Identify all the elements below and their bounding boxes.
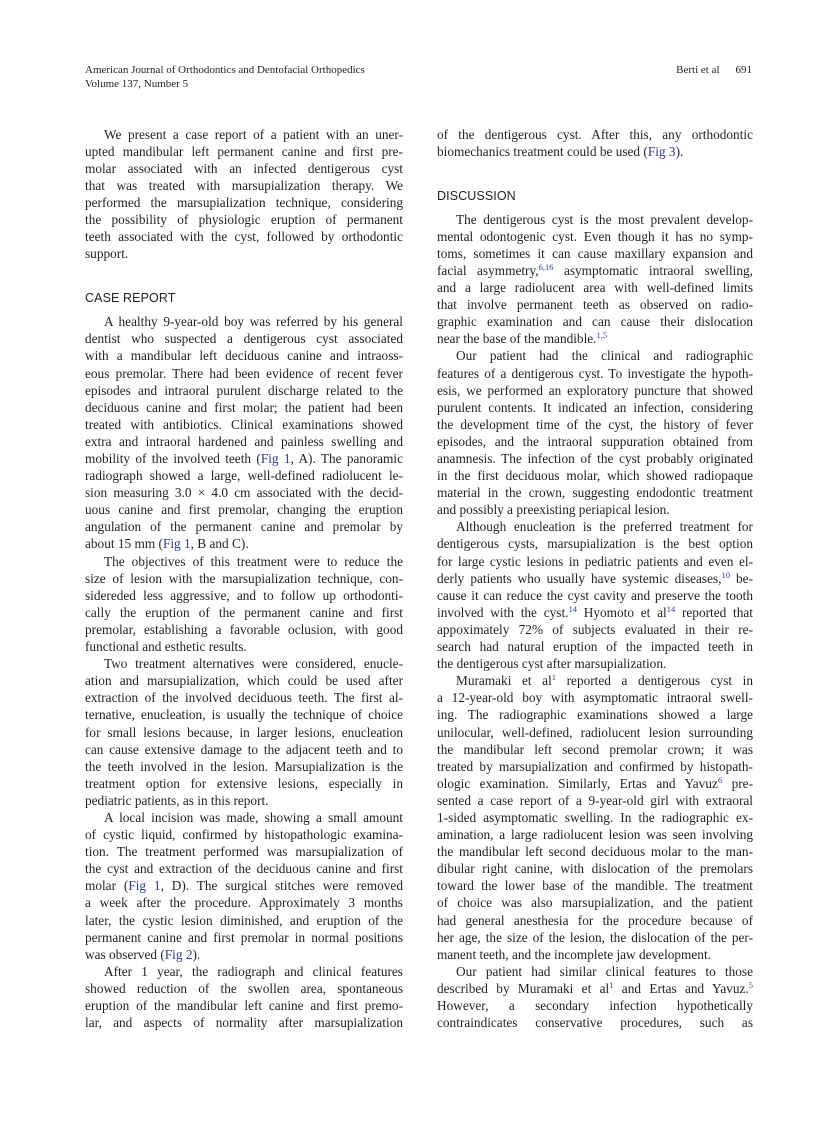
text-run: asymptomatic intraoral swelling, (553, 262, 753, 278)
figure-link[interactable]: Fig 1 (162, 536, 191, 552)
text-line: eous premolar. There had been evidence of recent fever (85, 365, 403, 381)
body-paragraph (85, 313, 403, 552)
text-line: support. (85, 246, 129, 262)
running-head-authors: Berti et al (676, 64, 720, 76)
text-line (437, 262, 753, 279)
citation-superscript[interactable]: 14 (568, 603, 577, 614)
body-paragraph (85, 963, 403, 1031)
text-run: molar ( (85, 878, 129, 894)
text-line (437, 980, 753, 997)
text-run: mobility of the involved teeth ( (85, 451, 261, 466)
text-line: treated by marsupialization and confirmed by histopath- (437, 758, 753, 774)
text-line (437, 570, 753, 587)
text-run: derly patients who usually have systemic diseases, (437, 570, 722, 586)
text-line: search had natural eruption of the impacted teeth in (437, 639, 753, 655)
figure-link[interactable]: Fig 1 (260, 451, 291, 466)
citation-superscript[interactable]: 6,16 (538, 261, 554, 272)
text-line: cause it can reduce the cyst cavity and preserve the tooth (437, 587, 753, 603)
citation-superscript[interactable]: 5 (748, 979, 753, 990)
text-run: pre- (722, 775, 753, 791)
text-run: near the base of the mandible. (437, 331, 597, 347)
text-line: for small lesions because, in larger lesions, enucleation (85, 724, 403, 740)
page-number: 691 (735, 64, 752, 76)
text-line: Our patient had similar clinical features to those (456, 963, 753, 979)
text-run: biomechanics treatment could be used ( (437, 143, 648, 159)
text-line: for large cystic lesions in pediatric patients and even el- (437, 553, 753, 569)
text-line: the development time of the cyst, the history of fever (437, 416, 753, 432)
text-line: esis, we performed an exploratory puncture that showed (437, 382, 753, 398)
text-line: that involve permanent teeth as observed on radio- (437, 297, 753, 313)
text-line: uous canine and first premolar, changing the eruption (85, 502, 403, 518)
text-line: anamnesis. The infection of the cyst probably originated (437, 451, 753, 466)
text-line (437, 672, 753, 689)
citation-superscript[interactable]: 6 (717, 774, 723, 785)
text-line: Two treatment alternatives were considered, enucle- (104, 656, 403, 672)
text-line: of the dentigerous cyst. After this, any orthodontic (437, 126, 753, 142)
body-paragraph (85, 655, 403, 809)
text-line: amination, a large radiolucent lesion was seen involving (437, 827, 753, 843)
text-line: sidereded less aggressive, and to follow up orthodonti- (85, 587, 403, 603)
text-line: dentist who suspected a dentigerous cyst associated (85, 331, 403, 347)
text-line: graphic examination and can cause their dislocation (437, 314, 753, 330)
text-line: and a large radiolucent area with well-defined limits (437, 280, 753, 296)
text-line: ing. The radiographic examinations showed a large (437, 707, 753, 723)
text-line: of choice was also marsupialization, and the patient (437, 895, 753, 911)
text-line (437, 604, 753, 621)
text-line: dentigerous cysts, marsupialization is the best option (437, 536, 753, 552)
citation-superscript[interactable]: 10 (721, 569, 731, 580)
text-line: treatment option for extensive lesions, especially in (85, 775, 403, 791)
text-run: , D). The surgical stitches were removed (160, 878, 403, 894)
text-run: involved with the cyst. (437, 604, 569, 620)
text-line: a 12-year-old boy with asymptomatic intraoral swell- (437, 690, 753, 706)
section-heading: CASE REPORT (85, 291, 176, 306)
text-line: angulation of the permanent canine and premolar by (85, 519, 403, 535)
text-line (85, 450, 403, 467)
text-line: the mandibular left second deciduous molar to the man- (437, 844, 753, 860)
text-line: that was treated with marsupialization therapy. We (85, 177, 403, 193)
text-line: had general anesthesia for the procedure because of (437, 912, 753, 928)
text-line: Although enucleation is the preferred treatment for (456, 519, 753, 535)
text-line: teeth associated with the cyst, followed by orthodontic (85, 229, 403, 245)
text-run: reported a dentigerous cyst in (556, 673, 753, 689)
body-paragraph (437, 518, 753, 672)
text-line: performed the marsupialization technique, considering (85, 194, 403, 210)
text-line: The objectives of this treatment were to reduce the (104, 553, 403, 569)
body-paragraph (437, 347, 753, 518)
text-line: ternative, enucleation, is usually the technique of choice (85, 707, 403, 723)
text-line: permanent canine and first premolar in normal positions (85, 929, 403, 945)
text-line (85, 946, 403, 963)
text-line: episodes and intraoral purulent discharge related to the (85, 382, 403, 398)
text-line: We present a case report of a patient with an uner- (104, 126, 403, 142)
journal-title: American Journal of Orthodontics and Dentofacial Orthopedics (85, 64, 365, 76)
text-line: showed reduction of the swollen area, spontaneous (85, 980, 403, 996)
text-line: A local incision was made, showing a small amount (104, 809, 403, 825)
text-line: tion. The treatment performed was marsupialization of (85, 844, 403, 860)
text-line: a week after the procedure. Approximately 3 months (85, 895, 403, 911)
text-line: later, the cystic lesion diminished, and eruption of the (85, 912, 403, 928)
text-line: mental odontogenic cyst. Even though it has no symp- (437, 228, 753, 244)
text-line: material in the crown, suggesting endodontic treatment (437, 485, 753, 501)
text-run: was observed ( (85, 946, 165, 962)
text-line: Our patient had the clinical and radiographic (456, 348, 753, 364)
text-run: and Ertas and Yavuz. (613, 980, 749, 996)
text-run: ). (675, 143, 684, 159)
text-run: , A). The panoramic (290, 451, 403, 466)
citation-superscript[interactable]: 1 (551, 672, 557, 683)
text-line: toms, sometimes it can cause maxillary expansion and (437, 245, 753, 261)
body-paragraph (85, 126, 403, 263)
text-run: facial asymmetry, (437, 262, 539, 278)
text-run: Hyomoto et al (576, 604, 667, 620)
text-line: unilocular, well-defined, radiolucent lesion surrounding (437, 724, 753, 740)
text-line: deciduous canine and first molar; the patient had been (85, 399, 403, 415)
text-line: toward the lower base of the mandible. The treatment (437, 878, 753, 894)
text-run: ). (192, 946, 201, 962)
text-line: After 1 year, the radiograph and clinical features (104, 963, 403, 979)
text-line: extraction of the involved deciduous teeth. The first al- (85, 690, 403, 706)
text-run: described by Muramaki et al (437, 980, 610, 996)
text-line: in the first deciduous molar, which showed radiopaque (437, 468, 753, 484)
text-line: the teeth involved in the lesion. Marsupialization is the (85, 758, 403, 774)
figure-link[interactable]: Fig 2 (164, 946, 193, 962)
text-line: eruption of the mandibular left canine and first premo- (85, 998, 403, 1013)
text-line: can cause extensive damage to the adjacent teeth and to (85, 741, 403, 757)
text-line: the mandibular left second premolar crown; it was (437, 741, 753, 757)
text-line: pediatric patients, as in this report. (85, 792, 269, 808)
body-paragraph (437, 963, 753, 1031)
text-line: molar associated with an infected dentigerous cyst (85, 160, 403, 176)
left-column (85, 126, 403, 1032)
text-line: sion measuring 3.0 × 4.0 cm associated with the decid- (85, 485, 403, 501)
body-paragraph (85, 553, 403, 656)
figure-link[interactable]: Fig 3 (647, 143, 676, 159)
text-line (85, 535, 403, 552)
text-run: ologic examination. Similarly, Ertas and Yavuz (437, 775, 718, 791)
text-line: However, a secondary infection hypothetically (437, 998, 753, 1013)
text-line: The dentigerous cyst is the most prevalent develop- (456, 211, 753, 227)
text-run: , B and C). (190, 536, 249, 552)
text-line: with a mandibular left deciduous canine and intraoss- (85, 348, 403, 364)
citation-superscript[interactable]: 14 (666, 603, 676, 614)
text-line: manent teeth, and the incomplete jaw development. (437, 946, 711, 962)
text-line: extra and intraoral hardened and painless swelling and (85, 433, 403, 449)
text-line: upted mandibular left permanent canine and first pre- (85, 143, 403, 159)
citation-superscript[interactable]: 1 (609, 979, 614, 990)
text-line: the cyst and extraction of the deciduous canine and first (85, 861, 403, 877)
text-line: lar, and aspects of normality after marsupialization (85, 1015, 403, 1031)
text-line: ation and marsupialization, which could be used after (85, 673, 403, 689)
text-line: treated with antibiotics. Clinical examinations showed (85, 416, 403, 432)
body-paragraph (85, 809, 403, 963)
text-line (85, 877, 403, 894)
text-run: be- (730, 570, 753, 586)
text-line: contraindicates conservative procedures, such as (437, 1015, 753, 1031)
citation-superscript[interactable]: 1,5 (596, 330, 608, 341)
body-paragraph (437, 672, 753, 963)
running-header-left (85, 63, 365, 91)
text-line: A healthy 9-year-old boy was referred by his general (104, 314, 403, 330)
journal-volume: Volume 137, Number 5 (85, 78, 189, 90)
text-line: her age, the size of the lesion, the dislocation of the per- (437, 929, 753, 945)
text-line: size of lesion with the marsupialization technique, con- (85, 570, 403, 586)
text-line: the possibility of physiologic eruption of permanent (85, 211, 403, 227)
text-line (437, 330, 753, 347)
text-line: sented a case report of a 9-year-old girl with extraoral (437, 792, 753, 808)
text-line: features of a dentigerous cyst. To investigate the hypoth- (437, 365, 753, 381)
text-line: episodes, and the intraoral suppuration obtained from (437, 433, 753, 449)
body-paragraph (437, 211, 753, 348)
body-paragraph (437, 126, 753, 160)
text-line: of cystic liquid, confirmed by histopathologic examina- (85, 827, 403, 843)
text-run: Muramaki et al (456, 673, 552, 689)
text-line: 1-sided asymptomatic swelling. In the radiographic ex- (437, 809, 753, 825)
text-run: about 15 mm ( (85, 536, 163, 552)
text-line (437, 143, 753, 160)
text-line: purulent contents. It indicated an infection, considering (437, 399, 753, 415)
text-line: and possibly a preexisting periapical lesion. (437, 502, 670, 518)
text-line: cally the eruption of the permanent canine and first (85, 604, 403, 620)
text-line: radiograph showed a large, well-defined radiolucent le- (85, 468, 403, 484)
running-header-right (676, 63, 752, 77)
text-line: premolar, establishing a favorable oclusion, with good (85, 621, 403, 637)
section-heading: DISCUSSION (437, 188, 516, 203)
text-line (437, 775, 753, 792)
figure-link[interactable]: Fig 1 (128, 878, 161, 894)
text-run: reported that (675, 604, 753, 620)
text-line: the dentigerous cyst after marsupialization. (437, 656, 667, 672)
text-line: appoximately 72% of subjects evaluated in their re- (437, 621, 753, 637)
right-column (437, 126, 753, 1032)
text-line: dibular right canine, with dislocation of the premolars (437, 861, 753, 877)
text-line: functional and esthetic results. (85, 639, 247, 655)
